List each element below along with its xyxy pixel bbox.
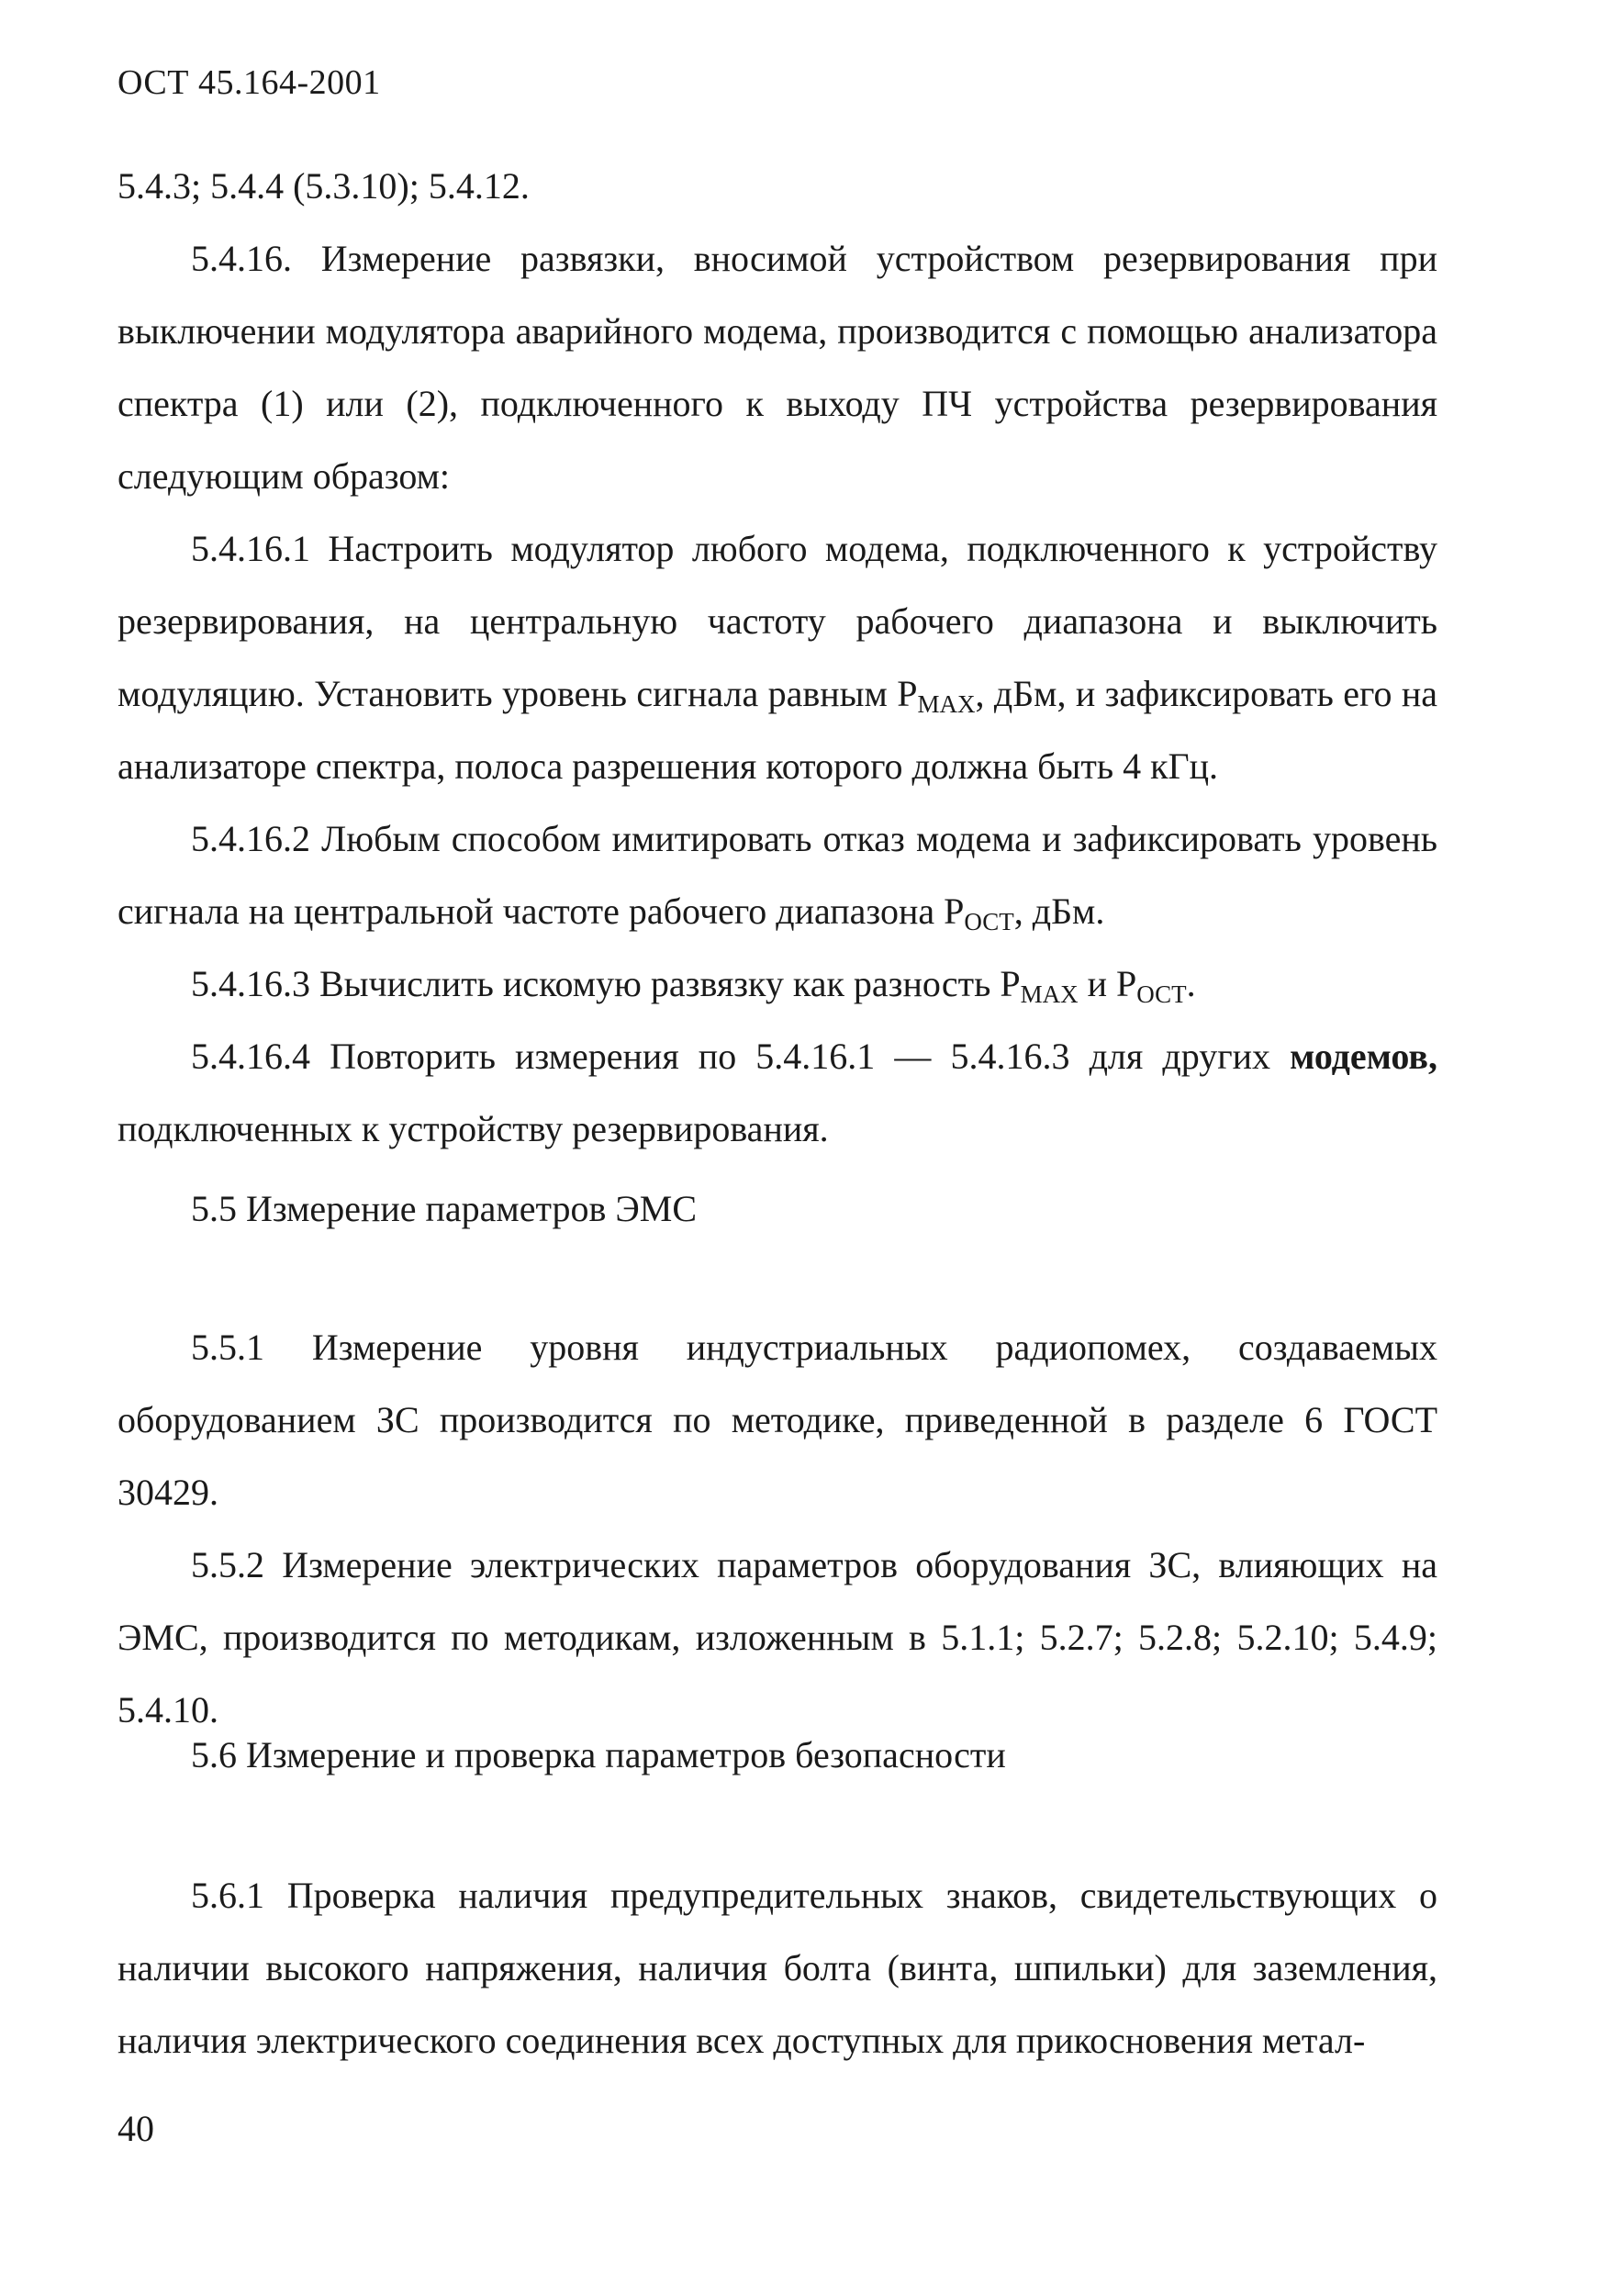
text-block-5-4-16 <box>117 150 1437 1165</box>
subscript-max: MAX <box>917 690 976 718</box>
text-segment: , дБм. <box>1013 890 1105 932</box>
text-block-5-6 <box>117 1859 1437 2077</box>
paragraph-continuation: 5.4.3; 5.4.4 (5.3.10); 5.4.12. <box>117 165 530 207</box>
paragraph-5-5-2: 5.5.2 Измерение электрических параметров оборудования ЗС, влияющих на ЭМС, производится по методикам, изложенным в 5.1.1; 5.2.7; 5.2.8; 5.2.10; 5.4.9; 5.4.10. <box>117 1544 1437 1730</box>
subscript-ost: ОСТ <box>964 908 1014 935</box>
section-heading-5-5: 5.5 Измерение параметров ЭМС <box>191 1188 697 1229</box>
paragraph-5-4-16-3 <box>117 947 1437 1020</box>
paragraph-5-6-1: 5.6.1 Проверка наличия предупредительных знаков, свидетельствующих о наличии высокого напряжения, наличия болта (винта, шпильки) для заземления, наличия электрического соединения всех доступных для прикосновения метал- <box>117 1875 1437 2061</box>
text-segment: подключенных к устройству резервирования. <box>117 1108 829 1149</box>
paragraph-5-4-16-1 <box>117 512 1437 802</box>
text-segment: 5.4.16.4 Повторить измерения по 5.4.16.1 — 5.4.16.3 для других <box>191 1036 1291 1077</box>
subscript-max: MAX <box>1020 980 1079 1008</box>
bold-text-segment: модемов, <box>1290 1036 1437 1077</box>
text-segment: 5.4.16.2 Любым способом имитировать отказ модема и зафиксировать уровень сигнала на центральной частоте рабочего диапазона P <box>117 818 1437 932</box>
text-segment: , дБм, и зафиксировать его на анализаторе спектра, полоса разрешения которого должна быть 4 кГц. <box>117 673 1438 787</box>
paragraph-5-4-16-4 <box>117 1020 1437 1165</box>
section-heading-5-6: 5.6 Измерение и проверка параметров безопасности <box>191 1734 1006 1775</box>
paragraph-5-4-16: 5.4.16. Измерение развязки, вносимой устройством резервирования при выключении модулятора аварийного модема, производится с помощью анализатора спектра (1) или (2), подключенного к выходу ПЧ устройства резервирования следующим образом: <box>117 238 1437 497</box>
text-segment: . <box>1186 963 1196 1004</box>
page-number: 40 <box>117 2108 154 2149</box>
text-segment: 5.4.16.1 Настроить модулятор любого модема, подключенного к устройству резервирования, на центральную частоту рабочего диапазона и выключить модуляцию. Установить уровень сигнала равным P <box>117 528 1437 714</box>
text-block-5-5 <box>117 1311 1437 1746</box>
text-segment: и P <box>1078 963 1137 1004</box>
paragraph-5-4-16-2 <box>117 802 1437 947</box>
paragraph-5-5-1: 5.5.1 Измерение уровня индустриальных радиопомех, создаваемых оборудованием ЗС производится по методике, приведенной в разделе 6 ГОСТ 30429. <box>117 1327 1437 1513</box>
document-code-header: ОСТ 45.164-2001 <box>117 63 381 102</box>
text-segment: 5.4.16.3 Вычислить искомую развязку как разность P <box>191 963 1021 1004</box>
subscript-ost: ОСТ <box>1136 980 1187 1008</box>
